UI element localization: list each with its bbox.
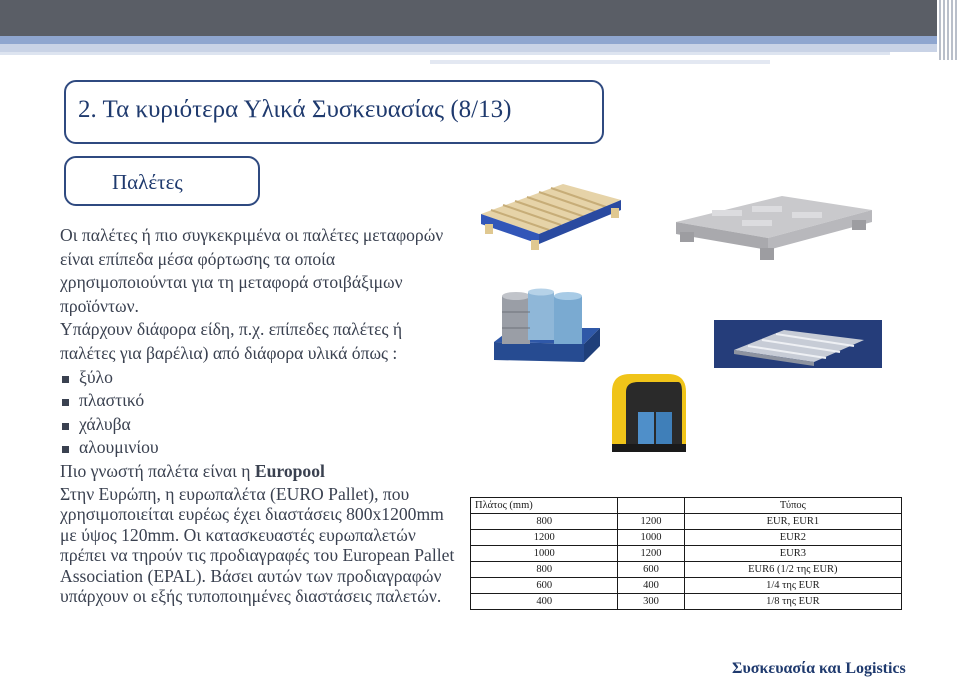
aluminium-pallet-image: [714, 320, 882, 368]
decorative-bars: [937, 0, 959, 60]
types-paragraph: Υπάρχουν διάφορα είδη, π.χ. επίπεδες παλέτες ή παλέτες για βαρέλια) από διάφορα υλικά όπως :: [60, 319, 403, 363]
table-row: 1200 1000 EUR2: [471, 530, 902, 546]
title-box: [64, 80, 604, 144]
material-bullet: ξύλο: [60, 366, 460, 390]
page-title: 2. Τα κυριότερα Υλικά Συσκευασίας (8/13): [78, 96, 512, 123]
europe-paragraph: Στην Ευρώπη, η ευρωπαλέτα (EURO Pallet), που χρησιμοποιείται ευρέως έχει διαστάσεις 800x1200mm με ύψος 120mm. Οι κατασκευαστές ευρωπαλετών πρέπει να τηρούν τις προδιαγραφές του European Pallet Association (EPAL). Βάσει αυτών των προδιαγραφών υπάρχουν οι εξής τυποποιημένες διαστάσεις παλετών.: [60, 483, 455, 607]
section-subtitle: Παλέτες: [112, 170, 183, 194]
top-decorative-band: [0, 0, 959, 36]
table-row: 400 300 1/8 της EUR: [471, 594, 902, 610]
footer-label: Συσκευασία και Logistics: [732, 660, 906, 677]
table-row: 600 400 1/4 της EUR: [471, 578, 902, 594]
wooden-pallet-image: [471, 178, 623, 254]
known-pallet-line: Πιο γνωστή παλέτα είναι η Europool: [60, 460, 325, 481]
drum-spill-pallet-image: [492, 288, 602, 370]
plastic-pallet-image: [672, 192, 874, 268]
top-stripe: [0, 52, 890, 55]
drum-spill-cabinet-image: [608, 372, 690, 454]
subtitle-box: [64, 156, 260, 206]
europool-term: Europool: [254, 460, 325, 481]
material-bullet: πλαστικό: [60, 389, 460, 413]
top-stripe: [0, 44, 959, 52]
bullet-icon: [62, 423, 69, 430]
material-bullet: χάλυβα: [60, 413, 460, 437]
table-row: 1000 1200 EUR3: [471, 546, 902, 562]
table-header-row: Πλάτος (mm) Τύπος: [471, 498, 902, 514]
top-stripe: [430, 60, 770, 64]
top-stripe: [0, 36, 959, 44]
table-row: 800 600 EUR6 (1/2 της EUR): [471, 562, 902, 578]
bullet-icon: [62, 376, 69, 383]
body-text: [60, 224, 460, 607]
pallet-dimensions-table: [470, 497, 902, 610]
bullet-icon: [62, 399, 69, 406]
table-row: 800 1200 EUR, EUR1: [471, 514, 902, 530]
material-bullet: αλουμινίου: [60, 436, 460, 460]
bullet-icon: [62, 446, 69, 453]
intro-paragraph: Οι παλέτες ή πιο συγκεκριμένα οι παλέτες μεταφορών είναι επίπεδα μέσα φόρτωσης τα οποία χρησιμοποιούνται για τη μεταφορά στοιβάξιμων προϊόντων.: [60, 225, 444, 316]
